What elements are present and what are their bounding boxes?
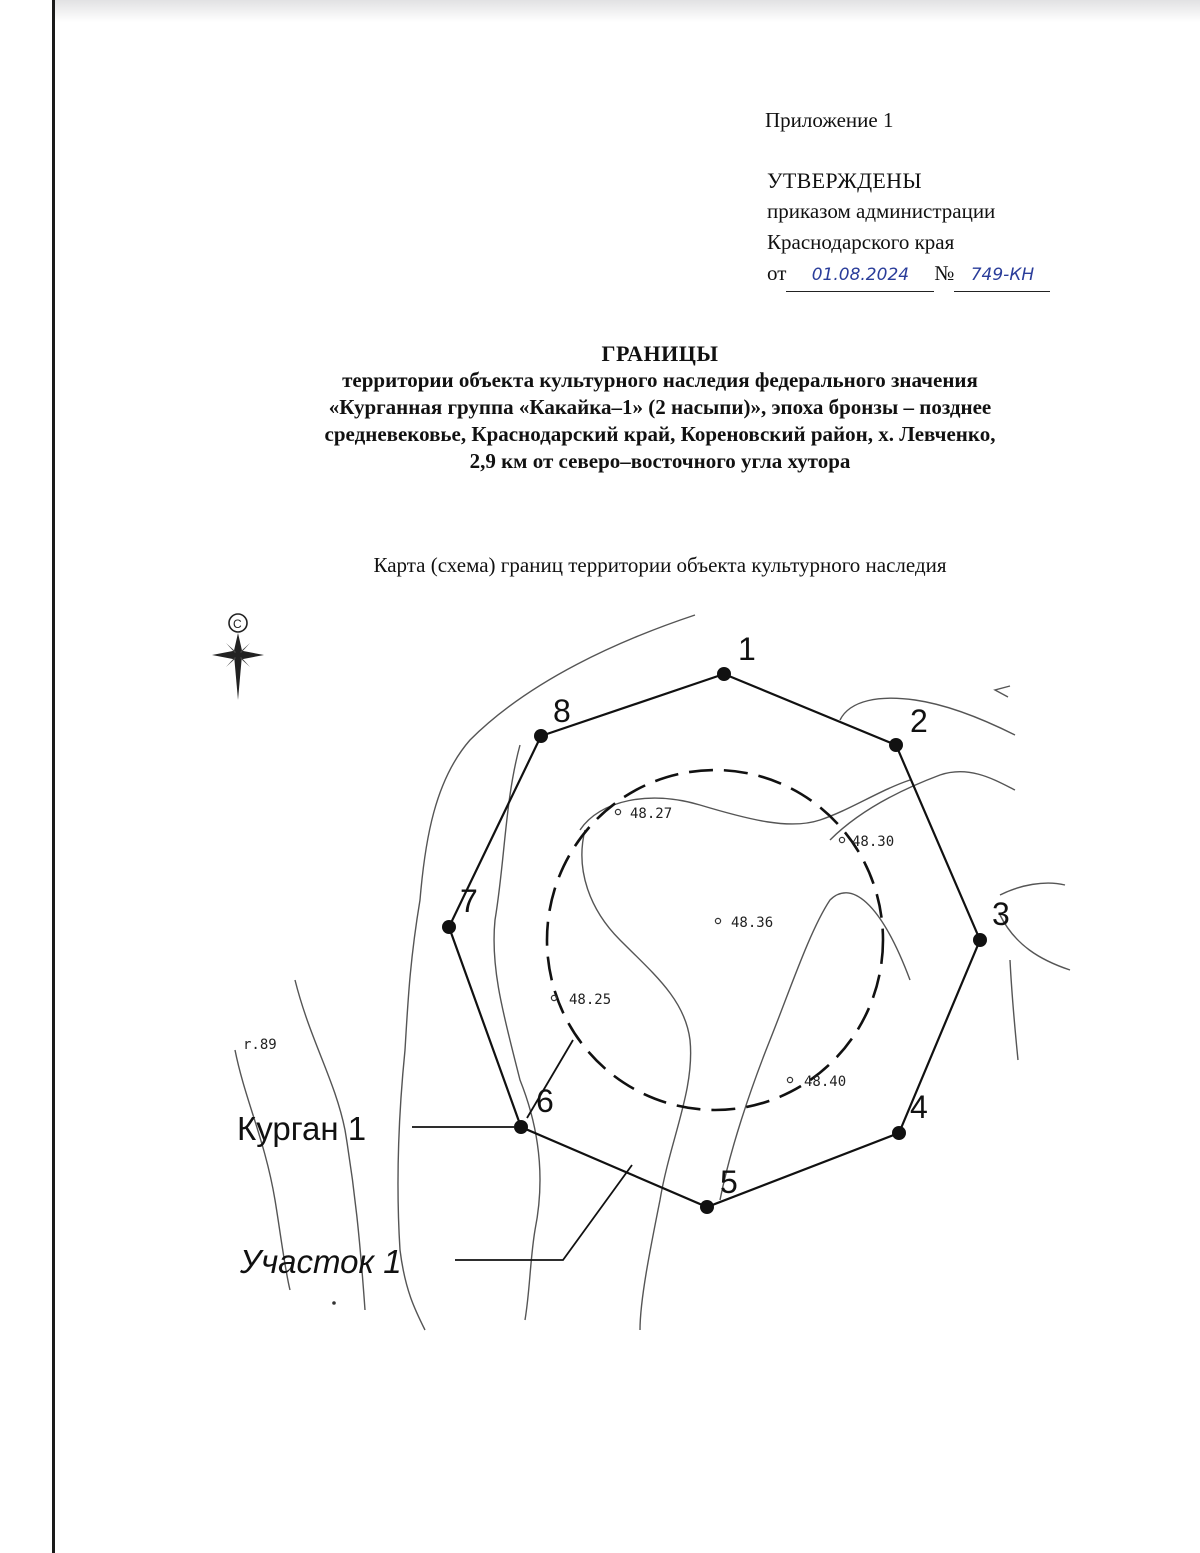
point-label-2: 2: [910, 703, 928, 739]
contour-line-summit-loop: [582, 830, 691, 1330]
contour-line-southeast: [720, 893, 910, 1200]
elevation-markers: [551, 809, 844, 1082]
compass-rose-icon: [212, 614, 264, 700]
title-line-2: «Курганная группа «Какайка–1» (2 насыпи)», эпоха бронзы – позднее: [328, 395, 992, 419]
point-label-4: 4: [910, 1089, 928, 1125]
elevation-label-48-27: 48.27: [630, 806, 673, 822]
boundary-point-marker: [892, 1126, 906, 1140]
elevation-marker: [715, 918, 720, 923]
point-label-1: 1: [738, 631, 756, 667]
boundary-points: [442, 667, 987, 1214]
elevation-marker: [615, 809, 620, 814]
boundary-point-marker: [534, 729, 548, 743]
contour-mark-north-east: [995, 686, 1010, 697]
scan-speck: [332, 1301, 336, 1305]
contour-line-summit: [580, 780, 910, 830]
boundary-point-marker: [973, 933, 987, 947]
handwritten-date: 01.08.2024: [786, 260, 934, 292]
appendix-label: Приложение 1: [765, 108, 894, 132]
approval-line-1: приказом администрации: [767, 199, 996, 223]
boundary-point-marker: [442, 920, 456, 934]
approval-line-2: Краснодарского края: [767, 230, 955, 254]
callout-leaders: [412, 1040, 632, 1260]
point-label-5: 5: [720, 1164, 738, 1200]
elevation-label-48-30: 48.30: [852, 834, 895, 850]
plot-callout-label: Участок 1: [240, 1243, 402, 1280]
elevation-label-48-25: 48.25: [569, 992, 612, 1008]
elevation-label-48-36: 48.36: [731, 915, 774, 931]
handwritten-number: 749-КН: [954, 260, 1050, 292]
elevation-marker: [839, 837, 844, 842]
title-main: ГРАНИЦЫ: [601, 341, 719, 366]
elevation-label-cut: r.89: [243, 1037, 277, 1053]
number-sign: №: [934, 261, 955, 285]
boundary-point-marker: [889, 738, 903, 752]
title-line-4: 2,9 км от северо–восточного угла хутора: [469, 449, 851, 473]
kurgan-dashed-circle: [547, 770, 883, 1110]
elevation-label-48-40: 48.40: [804, 1074, 847, 1090]
point-label-6: 6: [536, 1083, 554, 1119]
title-line-1: территории объекта культурного наследия федерального значения: [342, 368, 978, 392]
contour-lines: [235, 615, 1070, 1330]
title-line-3: средневековье, Краснодарский край, Кореновский район, х. Левченко,: [324, 422, 996, 446]
approval-heading: УТВЕРЖДЕНЫ: [767, 168, 922, 193]
contour-line-inner-west: [494, 745, 540, 1320]
elevation-marker: [787, 1077, 792, 1082]
boundary-point-marker: [700, 1200, 714, 1214]
boundary-point-marker: [717, 667, 731, 681]
boundary-point-marker: [514, 1120, 528, 1134]
point-label-7: 7: [460, 883, 478, 919]
map-subtitle: Карта (схема) границ территории объекта культурного наследия: [373, 553, 947, 577]
compass-south-arrow: [234, 655, 242, 700]
contour-line-east-4: [1010, 960, 1018, 1060]
kurgan-callout-label: Курган 1: [237, 1110, 367, 1147]
point-label-3: 3: [992, 896, 1010, 932]
compass-north-letter: С: [233, 617, 242, 631]
contour-line-east-2: [1000, 883, 1065, 895]
contour-line-outer-west: [398, 615, 695, 1330]
from-prefix: от: [767, 261, 787, 285]
point-label-8: 8: [553, 693, 571, 729]
plot-leader: [455, 1165, 632, 1260]
